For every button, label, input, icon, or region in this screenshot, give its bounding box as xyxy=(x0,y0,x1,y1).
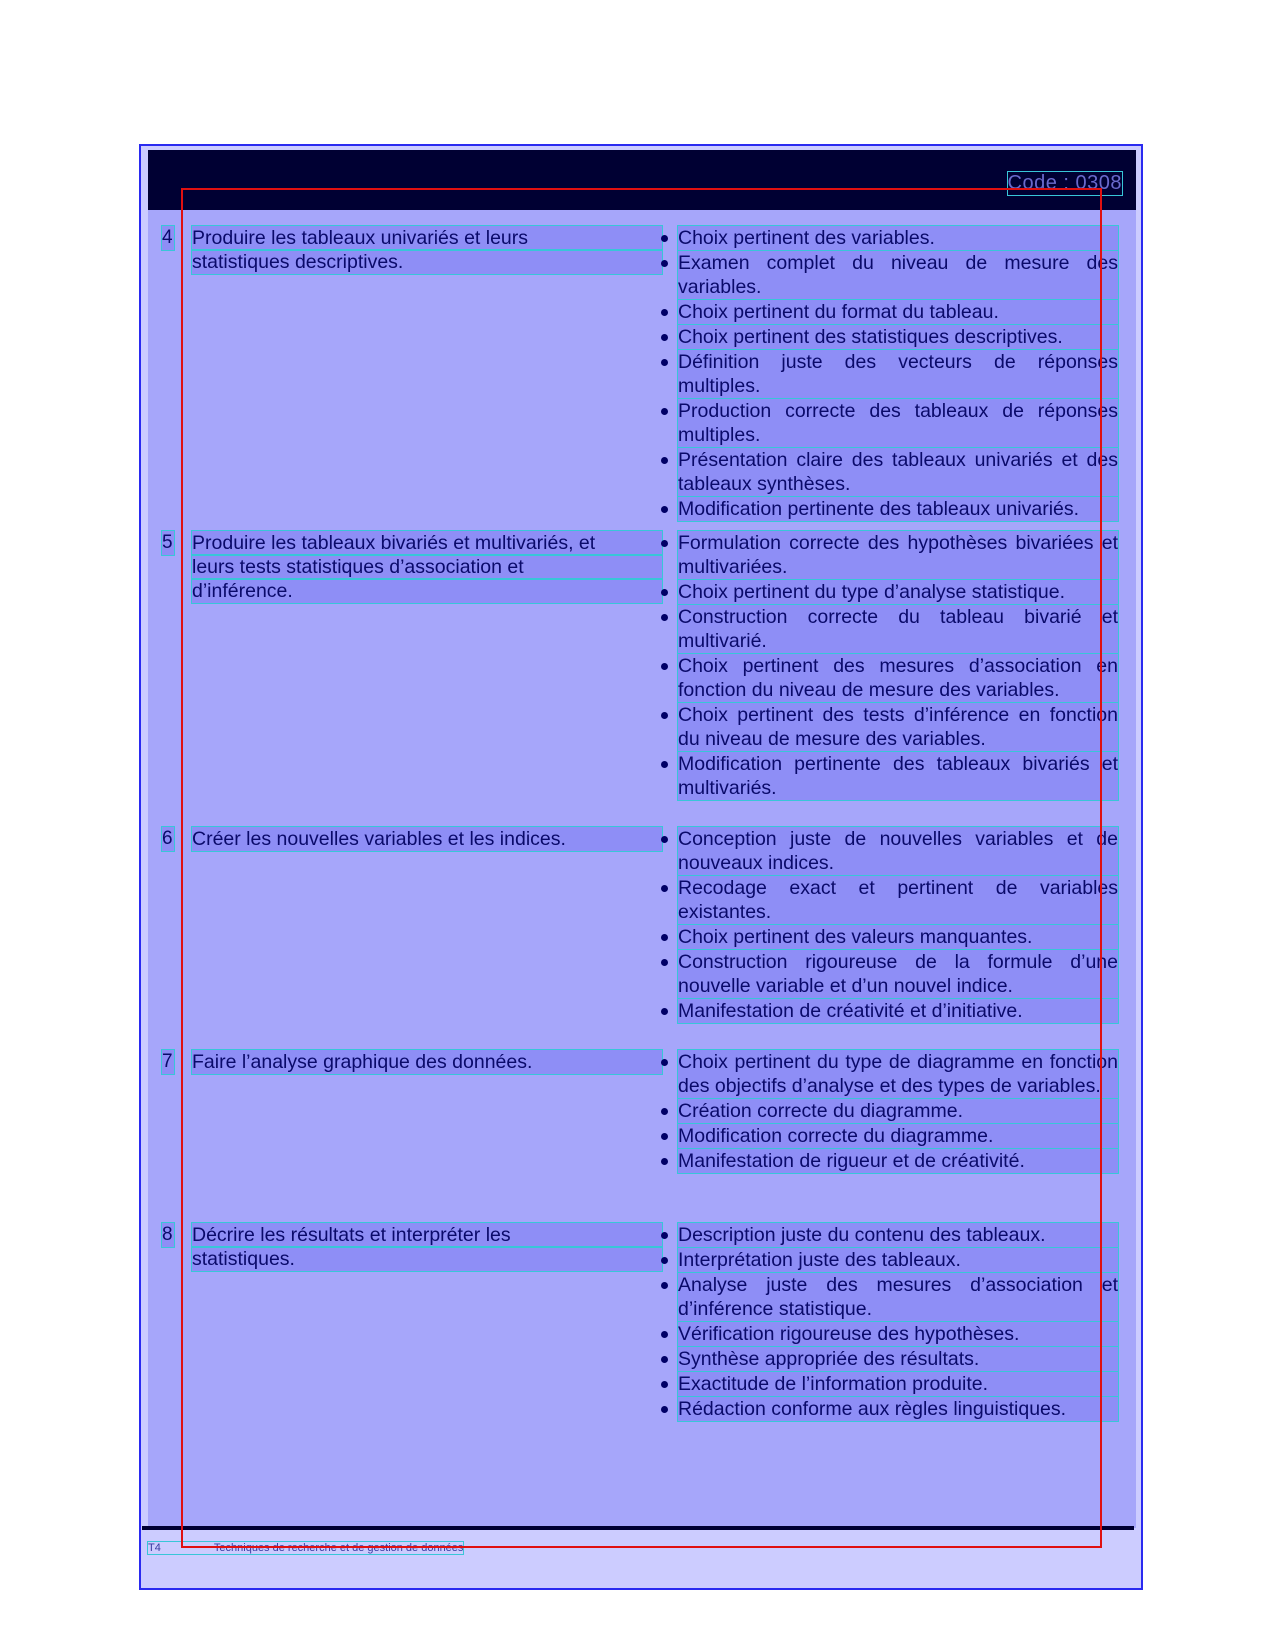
bullet-icon xyxy=(661,1406,668,1413)
bullet-icon xyxy=(661,408,668,415)
criterion-item: Manifestation de rigueur et de créativité. xyxy=(658,1149,1118,1173)
bullet-icon xyxy=(661,359,668,366)
element-number: 5 xyxy=(162,532,173,553)
footer-program: Techniques de recherche et de gestion de données xyxy=(213,1542,464,1554)
criterion-item: Choix pertinent des variables. xyxy=(658,226,1118,250)
criterion-item: Formulation correcte des hypothèses bivariées et multivariées. xyxy=(658,531,1118,579)
criterion-item: Production correcte des tableaux de réponses multiples. xyxy=(658,399,1118,447)
criteria-list xyxy=(658,531,1118,801)
bullet-icon xyxy=(661,614,668,621)
bullet-icon xyxy=(661,934,668,941)
criterion-item: Manifestation de créativité et d’initiative. xyxy=(658,999,1118,1023)
competence-line: d’inférence. xyxy=(192,579,662,603)
element-number: 4 xyxy=(162,227,173,248)
element-number: 7 xyxy=(162,1051,173,1072)
criterion-item: Analyse juste des mesures d’association et d’inférence statistique. xyxy=(658,1273,1118,1321)
competence-text xyxy=(192,226,662,274)
criterion-item: Choix pertinent du format du tableau. xyxy=(658,300,1118,324)
criteria-list xyxy=(658,827,1118,1024)
content-panel xyxy=(148,210,1136,1528)
competence-line: Créer les nouvelles variables et les indices. xyxy=(192,827,662,851)
bullet-icon xyxy=(661,589,668,596)
criterion-item: Examen complet du niveau de mesure des variables. xyxy=(658,251,1118,299)
bullet-icon xyxy=(661,334,668,341)
competence-line: Produire les tableaux bivariés et multivariés, et xyxy=(192,531,662,555)
competence-line: Décrire les résultats et interpréter les xyxy=(192,1223,662,1247)
bullet-icon xyxy=(661,885,668,892)
element-number: 6 xyxy=(162,828,173,849)
bullet-icon xyxy=(661,1257,668,1264)
criterion-item: Modification correcte du diagramme. xyxy=(658,1124,1118,1148)
criterion-item: Recodage exact et pertinent de variables existantes. xyxy=(658,876,1118,924)
criterion-item: Choix pertinent du type d’analyse statistique. xyxy=(658,580,1118,604)
bullet-icon xyxy=(661,1108,668,1115)
criterion-item: Construction correcte du tableau bivarié et multivarié. xyxy=(658,605,1118,653)
bullet-icon xyxy=(661,457,668,464)
criterion-item: Interprétation juste des tableaux. xyxy=(658,1248,1118,1272)
competence-line: leurs tests statistiques d’association et xyxy=(192,555,662,579)
competence-text xyxy=(192,827,662,851)
criterion-item: Choix pertinent des statistiques descriptives. xyxy=(658,325,1118,349)
bullet-icon xyxy=(661,836,668,843)
bullet-icon xyxy=(661,1133,668,1140)
criterion-item: Choix pertinent des valeurs manquantes. xyxy=(658,925,1118,949)
header-bar xyxy=(148,150,1136,210)
criterion-item: Description juste du contenu des tableaux. xyxy=(658,1223,1118,1247)
bullet-icon xyxy=(661,1008,668,1015)
bullet-icon xyxy=(661,663,668,670)
criterion-item: Présentation claire des tableaux univariés et des tableaux synthèses. xyxy=(658,448,1118,496)
competence-text xyxy=(192,1050,662,1074)
criterion-item: Modification pertinente des tableaux univariés. xyxy=(658,497,1118,521)
bullet-icon xyxy=(661,235,668,242)
competence-line: Produire les tableaux univariés et leurs xyxy=(192,226,662,250)
criterion-item: Choix pertinent du type de diagramme en fonction des objectifs d’analyse et des types de variables. xyxy=(658,1050,1118,1098)
criterion-item: Définition juste des vecteurs de réponses multiples. xyxy=(658,350,1118,398)
criterion-item: Choix pertinent des tests d’inférence en fonction du niveau de mesure des variables. xyxy=(658,703,1118,751)
bullet-icon xyxy=(661,1381,668,1388)
criterion-item: Création correcte du diagramme. xyxy=(658,1099,1118,1123)
criterion-item: Exactitude de l’information produite. xyxy=(658,1372,1118,1396)
criterion-item: Rédaction conforme aux règles linguistiques. xyxy=(658,1397,1118,1421)
footer-code: T4 xyxy=(148,1542,161,1554)
criterion-item: Choix pertinent des mesures d’association en fonction du niveau de mesure des variables. xyxy=(658,654,1118,702)
criteria-list xyxy=(658,1050,1118,1174)
criterion-item: Synthèse appropriée des résultats. xyxy=(658,1347,1118,1371)
criterion-item: Vérification rigoureuse des hypothèses. xyxy=(658,1322,1118,1346)
competence-text xyxy=(192,1223,662,1271)
program-code: Code : 0308 xyxy=(1007,172,1122,194)
footer-rule xyxy=(142,1526,1134,1530)
element-number: 8 xyxy=(162,1224,173,1245)
criterion-item: Conception juste de nouvelles variables et de nouveaux indices. xyxy=(658,827,1118,875)
bullet-icon xyxy=(661,1158,668,1165)
competence-text xyxy=(192,531,662,603)
bullet-icon xyxy=(661,1282,668,1289)
bullet-icon xyxy=(661,1232,668,1239)
criteria-list xyxy=(658,226,1118,522)
competence-line: statistiques. xyxy=(192,1247,662,1271)
criterion-item: Modification pertinente des tableaux bivariés et multivariés. xyxy=(658,752,1118,800)
competence-line: statistiques descriptives. xyxy=(192,250,662,274)
bullet-icon xyxy=(661,1356,668,1363)
bullet-icon xyxy=(661,959,668,966)
competence-line: Faire l’analyse graphique des données. xyxy=(192,1050,662,1074)
bullet-icon xyxy=(661,260,668,267)
bullet-icon xyxy=(661,506,668,513)
bullet-icon xyxy=(661,540,668,547)
bullet-icon xyxy=(661,309,668,316)
criterion-item: Construction rigoureuse de la formule d’une nouvelle variable et d’un nouvel indice. xyxy=(658,950,1118,998)
bullet-icon xyxy=(661,1331,668,1338)
bullet-icon xyxy=(661,1059,668,1066)
criteria-list xyxy=(658,1223,1118,1422)
bullet-icon xyxy=(661,712,668,719)
bullet-icon xyxy=(661,761,668,768)
footer xyxy=(148,1542,463,1554)
